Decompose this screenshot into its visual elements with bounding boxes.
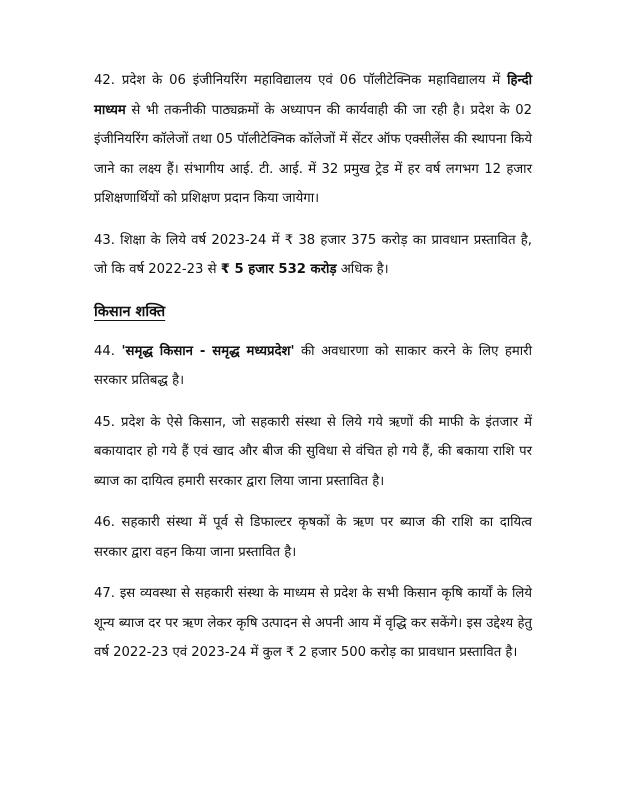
paragraph-44 — [94, 337, 532, 396]
paragraph-42-text-a: 42. प्रदेश के 06 इंजीनियरिंग महाविद्यालय एवं 06 पॉलीटेक्निक महाविद्यालय में — [94, 73, 508, 88]
document-body — [94, 66, 532, 680]
paragraph-47: 47. इस व्यवस्था से सहकारी संस्था के माध्यम से प्रदेश के सभी किसान कृषि कार्यों के लिये शून्य ब्याज दर पर ऋण लेकर कृषि उत्पादन से अपनी आय में वृद्धि कर सकेंगे। इस उद्देश्य हेतु वर्ष 2022-23 एवं 2023-24 में कुल ₹ 2 हजार 500 करोड़ का प्रावधान प्रस्तावित है। — [94, 586, 532, 660]
paragraph-44-text-b: की अवधारणा को साकार करने के लिए हमारी सरकार प्रतिबद्ध है। — [94, 343, 532, 388]
paragraph-43-bold: ₹ 5 हजार 532 करोड़ — [220, 262, 337, 277]
section-heading: किसान शक्ति — [94, 303, 166, 320]
paragraph-44-text-a: 44. — [94, 343, 122, 359]
paragraph-45: 45. प्रदेश के ऐसे किसान, जो सहकारी संस्था से लिये गये ऋणों की माफी के इंतजार में बकायादार हो गये हैं एवं खाद और बीज की सुविधा से वंचित हो गये हैं, की बकाया राशि पर ब्याज का दायित्व हमारी सरकार द्वारा लिया जाना प्रस्तावित है। — [94, 414, 532, 489]
paragraph-43 — [94, 226, 532, 285]
paragraph-42-text-b: से भी तकनीकी पाठ्यक्रमों के अध्यापन की कार्यवाही की जा रही है। प्रदेश के 02 इंजीनियरिंग कॉलेजों तथा 05 पॉलीटेक्निक कॉलेजों में सेंटर ऑफ एक्सीलेंस की स्थापना किये जाने का लक्ष्य हैं। संभागीय आई. टी. आई. में 32 प्रमुख ट्रेड में हर वर्ष लगभग 12 हजार प्रशिक्षणार्थियों को प्रशिक्षण प्रदान किया जायेगा। — [94, 102, 532, 206]
paragraph-42-bold: हिन्दी माध्यम — [94, 73, 532, 118]
paragraph-44-bold: 'समृद्ध किसान - समृद्ध मध्यप्रदेश' — [121, 343, 295, 359]
paragraph-43-text-a: 43. शिक्षा के लिये वर्ष 2023-24 में ₹ 38 हजार 375 करोड़ का प्रावधान प्रस्तावित है, जो कि वर्ष 2022-23 से — [94, 232, 532, 277]
paragraph-43-text-b: अधिक है। — [336, 262, 389, 277]
paragraph-42 — [94, 66, 532, 214]
paragraph-46: 46. सहकारी संस्था में पूर्व से डिफाल्टर कृषकों के ऋण पर ब्याज की राशि का दायित्व सरकार द्वारा वहन किया जाना प्रस्तावित है। — [94, 515, 532, 560]
